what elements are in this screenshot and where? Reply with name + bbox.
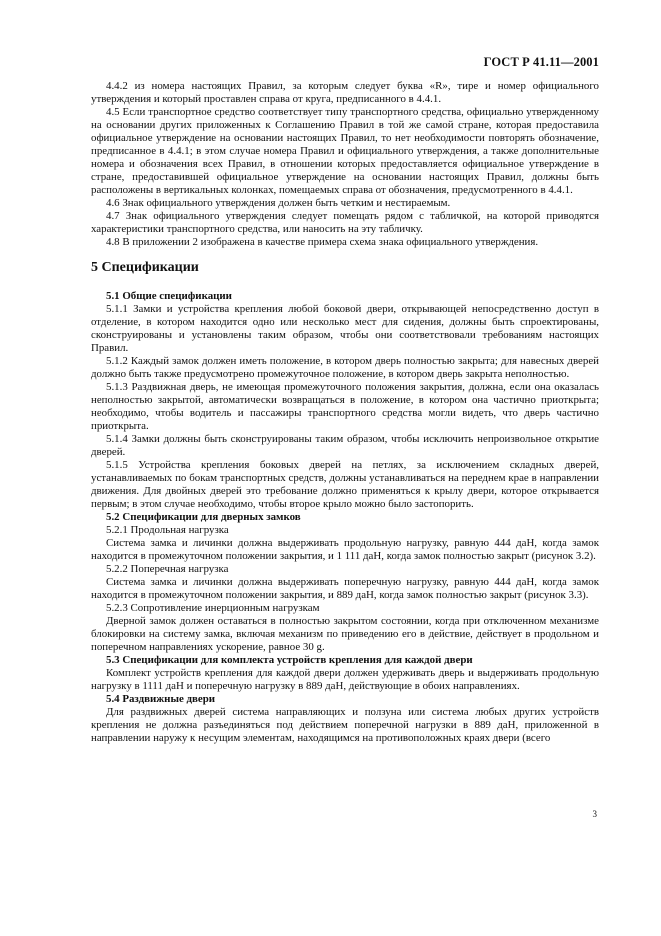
paragraph: Дверной замок должен оставаться в полностью закрытом состоянии, когда при отключенном механизме блокировки на систему замка, включая механизм по приведению его в действие, действует в продольном и поперечном направлениях ускорение, равное 30 g. [91, 615, 599, 653]
paragraph: 5.1.1 Замки и устройства крепления любой боковой двери, открывающей непосредственно доступ в отделение, в котором находится одно или несколько мест для сидения, должны быть спроектированы, сконструированы и установлены таким образом, чтобы они соответствовали требованиям настоящих Правил. [91, 303, 599, 354]
document-body [91, 80, 599, 745]
paragraph: 4.8 В приложении 2 изображена в качестве примера схема знака официального утверждения. [106, 236, 539, 248]
paragraph: Система замка и личинки должна выдерживать поперечную нагрузку, равную 444 даН, когда замок находится в промежуточном положении закрытия, и 889 даН, когда замок полностью закрыт (рисунок 3.3). [91, 576, 599, 601]
section-heading: 5 Спецификации [91, 260, 199, 275]
paragraph: 4.4.2 из номера настоящих Правил, за которым следует буква «R», тире и номер официального утверждения и который проставлен справа от круга, предписанного в 4.4.1. [91, 80, 599, 105]
paragraph: Система замка и личинки должна выдерживать продольную нагрузку, равную 444 даН, когда замок находится в промежуточном положении закрытия, и 1 111 даН, когда замок полностью закрыт (рисунок 3.2). [91, 537, 599, 562]
paragraph: Комплект устройств крепления для каждой двери должен удерживать дверь и выдерживать продольную нагрузку в 1111 даН и поперечную нагрузку в 889 даН, действующие в обоих направлениях. [91, 667, 599, 692]
clause-caption: 5.2.3 Сопротивление инерционным нагрузкам [106, 602, 320, 614]
paragraph: 5.1.5 Устройства крепления боковых дверей на петлях, за исключением складных дверей, устанавливаемых по бокам транспортных средств, должны устанавливаться на переднем крае в направлении движения. Для двойных дверей это требование должно применяться к крылу двери, которое открывается первым; в этом случае необходимо, чтобы второе крыло можно было застопорить. [91, 459, 599, 510]
subsection-heading: 5.3 Спецификации для комплекта устройств крепления для каждой двери [106, 654, 473, 666]
subsection-heading: 5.1 Общие спецификации [106, 290, 232, 302]
paragraph: 5.1.3 Раздвижная дверь, не имеющая промежуточного положения закрытия, должна, если она оказалась неполностью закрытой, автоматически возвращаться в положение, в котором она частично приоткрыта; необходимо, чтобы водитель и пассажиры транспортного средства могли видеть, что дверь частично приоткрыта. [91, 381, 599, 432]
clause-caption: 5.2.1 Продольная нагрузка [106, 524, 229, 536]
clause-caption: 5.2.2 Поперечная нагрузка [106, 563, 229, 575]
paragraph: 4.6 Знак официального утверждения должен быть четким и нестираемым. [106, 197, 451, 209]
paragraph: 5.1.4 Замки должны быть сконструированы таким образом, чтобы исключить непроизвольное открытие дверей. [91, 433, 599, 458]
subsection-heading: 5.2 Спецификации для дверных замков [106, 511, 301, 523]
page-number: 3 [592, 809, 597, 819]
document-header: ГОСТ Р 41.11—2001 [483, 55, 599, 69]
paragraph: 4.7 Знак официального утверждения следует помещать рядом с табличкой, на которой приводятся характеристики транспортного средства, или наносить на эту табличку. [91, 210, 599, 235]
subsection-heading: 5.4 Раздвижные двери [106, 693, 216, 705]
paragraph: Для раздвижных дверей система направляющих и ползуна или система любых других устройств крепления не должна разъединяться под действием поперечной нагрузки в 889 даН, приложенной в направлении наружу к несущим элементам, находящимся на противоположных краях двери (всего [91, 706, 599, 744]
paragraph: 4.5 Если транспортное средство соответствует типу транспортного средства, официально утвержденному на основании других приложенных к Соглашению Правил в той же самой стране, которая предоставила официальное утверждение на основании настоящих Правил, то нет необходимости повторять обозначение, предписанное в 4.4.1; в этом случае номера Правил и официального утверждения, а также дополнительные номера и обозначения всех Правил, в отношении которых предоставляется официальное утверждение в стране, предоставившей официальное утверждение на основании настоящих Правил, должны быть расположены в вертикальных колонках, помещаемых справа от обозначения, предусмотренного в 4.4.1. [91, 106, 599, 196]
paragraph: 5.1.2 Каждый замок должен иметь положение, в котором дверь полностью закрыта; для навесных дверей должно быть также предусмотрено промежуточное положение, в котором дверь закрыта неполностью. [91, 355, 599, 380]
